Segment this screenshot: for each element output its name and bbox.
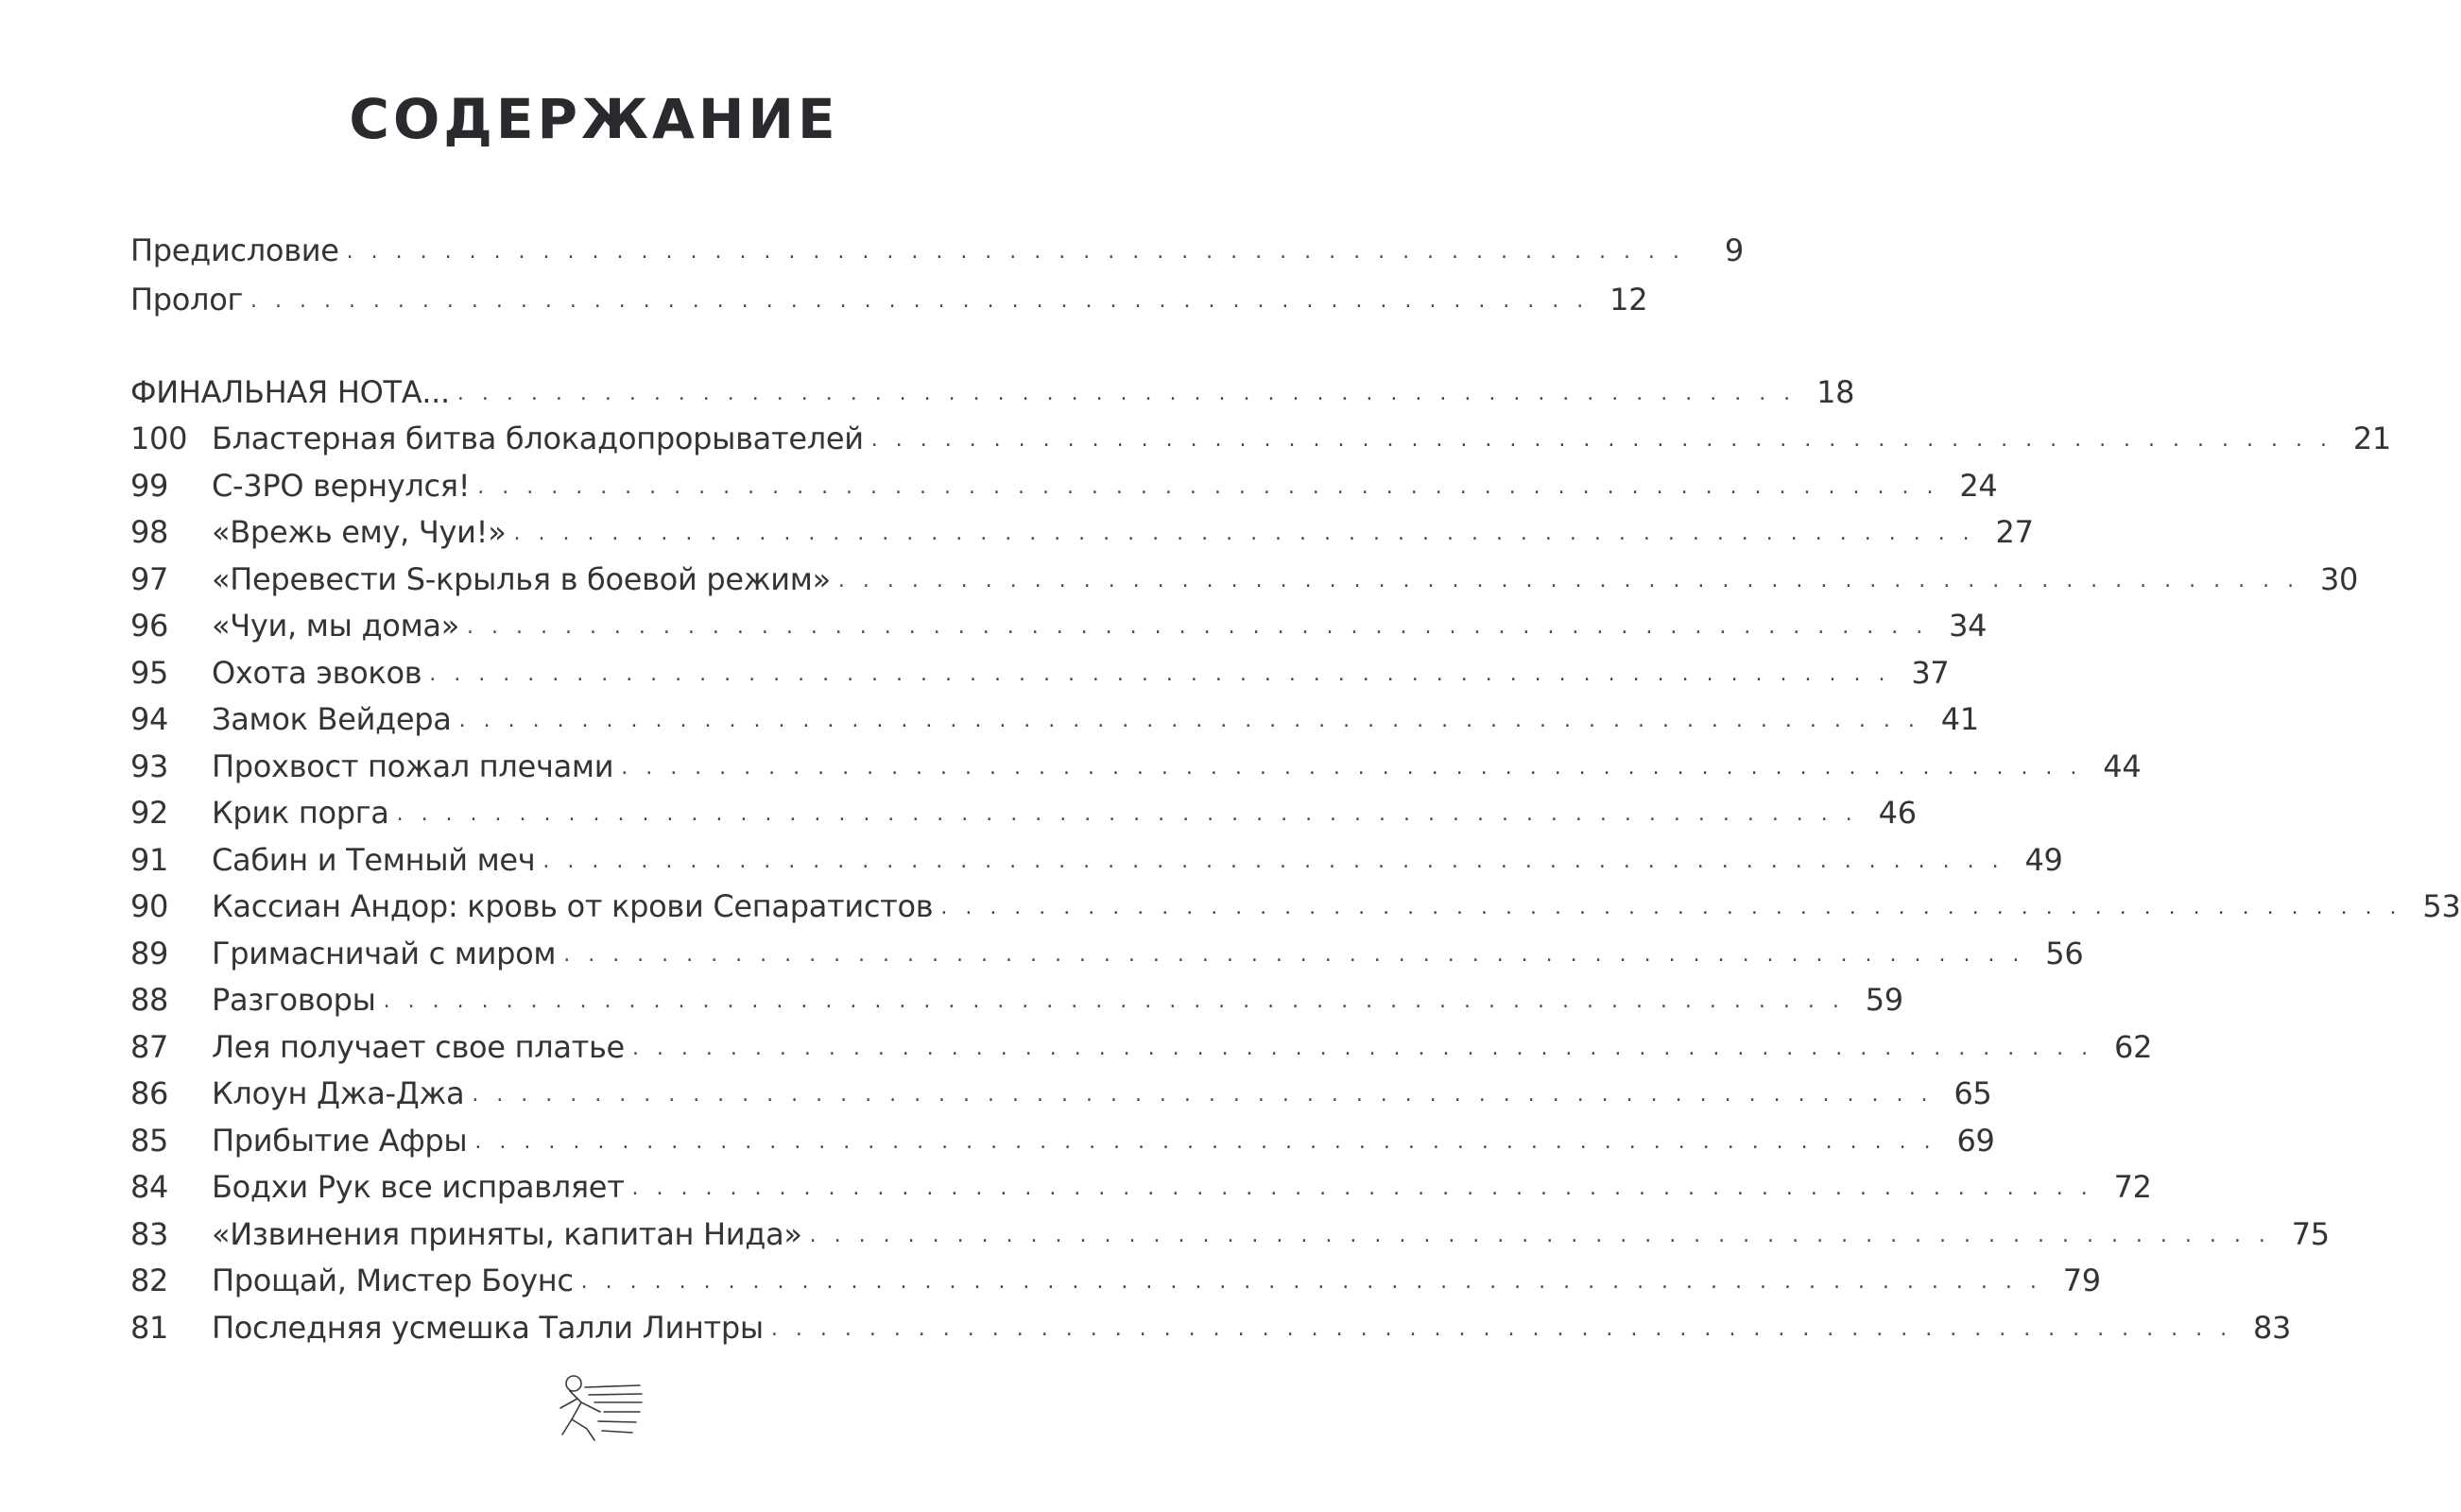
toc-page-number: 49 xyxy=(2024,841,2063,878)
dot-leader: . . . . . . . . . . . . . . . . . . . . . . . . . . . . . . . . . . . . . . . . . . . . . . . . . . . . . . . . . . . . xyxy=(621,755,2083,780)
toc-entry-title: Замок Вейдера xyxy=(212,701,452,737)
toc-row[interactable] xyxy=(130,785,1917,833)
toc-entry-title: С-3РО вернулся! xyxy=(212,467,471,504)
toc-page-number: 27 xyxy=(1995,514,2034,550)
toc-entry-title: «Перевести S-крылья в боевой режим» xyxy=(212,560,831,597)
dot-leader: . . . . . . . . . . . . . . . . . . . . . . . . . . . . . . . . . . . . . . . . . . . . . . . . . . . . . . . . . . . . xyxy=(474,1129,1936,1154)
toc-row[interactable] xyxy=(130,551,2359,598)
dot-leader: . . . . . . . . . . . . . . . . . . . . . . . . . . . . . . . . . . . . . . . . . . . . . . . . . . . . . . . . . . . . xyxy=(458,709,1920,732)
toc-row[interactable] xyxy=(130,925,2084,972)
toc-page-number: 83 xyxy=(2252,1309,2292,1346)
toc-row[interactable] xyxy=(130,457,1998,505)
toc-entry-title: «Извинения приняты, капитан Нида» xyxy=(212,1215,802,1252)
toc-page-number: 41 xyxy=(1940,701,1979,737)
chapter-number: 85 xyxy=(130,1122,169,1159)
toc-page-number: 75 xyxy=(2291,1215,2330,1252)
toc-entry-title: Прощай, Мистер Боунс xyxy=(212,1263,574,1298)
dot-leader: . . . . . . . . . . . . . . . . . . . . . . . . . . . . . . . . . . . . . . . . . . . . . . . . . . . . . . . . . . . . xyxy=(837,568,2300,593)
toc-row[interactable] xyxy=(130,1019,2153,1066)
dot-leader: . . . . . . . . . . . . . . . . . . . . . . . . . . . . . . . . . . . . . . . . . . . . . . . . . . . . . . . . . . . . xyxy=(563,942,2025,967)
chapter-number: 93 xyxy=(130,747,169,784)
chapter-number: 100 xyxy=(130,421,188,456)
toc-entry-title: Предисловие xyxy=(130,232,339,268)
toc-row[interactable] xyxy=(130,1206,2330,1253)
dot-leader: . . . . . . . . . . . . . . . . . . . . . . . . . . . . . . . . . . . . . . . . . . . . . . . . . . . . . . . . . . . . xyxy=(631,1036,2094,1060)
chapter-number: 84 xyxy=(130,1169,169,1205)
toc-row-prologue[interactable] xyxy=(130,269,1648,318)
chapter-number: 81 xyxy=(130,1309,169,1346)
toc-entry-title: Бодхи Рук все исправляет xyxy=(212,1169,625,1205)
toc-entry-title: Сабин и Темный меч xyxy=(212,841,536,878)
toc-entry-title: Гримасничай с миром xyxy=(212,935,557,971)
toc-row[interactable] xyxy=(130,972,1903,1020)
chapter-number: 96 xyxy=(130,608,169,644)
toc-entry-title: Крик порга xyxy=(212,795,389,831)
toc-row[interactable] xyxy=(130,1253,2101,1300)
chapter-number: 89 xyxy=(130,935,169,971)
dot-leader: . . . . . . . . . . . . . . . . . . . . . . . . . . . . . . . . . . . . . . . . . . . . . . . . . . . . . . . xyxy=(250,289,1590,313)
dot-leader: . . . . . . . . . . . . . . . . . . . . . . . . . . . . . . . . . . . . . . . . . . . . . . . . . . . . . . . . . . . . xyxy=(513,522,1975,545)
chapter-number: 86 xyxy=(130,1075,169,1111)
toc-page-number: 37 xyxy=(1911,654,1950,691)
dot-leader: . . . . . . . . . . . . . . . . . . . . . . . . . . . . . . . . . . . . . . . . . . . . . . . . . . . . . . . . . . . . xyxy=(870,428,2332,452)
toc-page-number: 56 xyxy=(2045,935,2084,971)
toc-row[interactable] xyxy=(130,598,1988,645)
toc-page-number: 30 xyxy=(2319,560,2359,597)
page-title: СОДЕРЖАНИЕ xyxy=(349,86,839,151)
chapter-number: 82 xyxy=(130,1263,169,1298)
toc-entry-title: Пролог xyxy=(130,282,243,318)
dot-leader: . . . . . . . . . . . . . . . . . . . . . . . . . . . . . . . . . . . . . . . . . . . . . . . . . . . . . . . . . . . . xyxy=(477,474,1939,499)
toc-entry-title: Кассиан Андор: кровь от крови Сепаратистов xyxy=(212,888,934,924)
toc-row[interactable] xyxy=(130,411,2391,458)
toc-row[interactable] xyxy=(130,1299,2292,1347)
chapter-number: 95 xyxy=(130,654,169,691)
toc-entry-title: Клоун Джа-Джа xyxy=(212,1075,465,1111)
toc-entry-title: Последняя усмешка Талли Линтры xyxy=(212,1309,764,1346)
toc-page-number: 34 xyxy=(1949,608,1988,644)
chapter-number: 83 xyxy=(130,1215,169,1252)
dot-leader: . . . . . . . . . . . . . . . . . . . . . . . . . . . . . . . . . . . . . . . . . . . . . . . . . . . . . . . . . . . . xyxy=(429,662,1891,686)
toc-row[interactable] xyxy=(130,692,1979,739)
dot-leader: . . . . . . . . . . . . . . . . . . . . . . . . . . . . . . . . . . . . . . . . . . . . . . . . . . . . . . . xyxy=(456,381,1797,405)
toc-entry-title: Прибытие Афры xyxy=(212,1122,468,1159)
toc-row-preface[interactable] xyxy=(130,220,1744,269)
dot-leader: . . . . . . . . . . . . . . . . . . . . . . . . . . . . . . . . . . . . . . . . . . . . . . . . . . . . . . . . . . . . xyxy=(472,1083,1934,1107)
toc-entry-title: Разговоры xyxy=(212,982,376,1018)
chapter-number: 94 xyxy=(130,701,169,737)
toc-page-number: 24 xyxy=(1959,467,1998,504)
toc-entry-title: Охота эвоков xyxy=(212,654,422,691)
dot-leader: . . . . . . . . . . . . . . . . . . . . . . . . . . . . . . . . . . . . . . . . . . . . . . . . . . . . . . . . . . . . xyxy=(940,896,2402,919)
toc-page-number: 65 xyxy=(1953,1075,1992,1111)
dot-leader: . . . . . . . . . . . . . . . . . . . . . . . . . . . . . . . . . . . . . . . . . . . . . . . . . . . . . . . . . . . . xyxy=(542,849,2005,873)
toc-page-number: 44 xyxy=(2103,747,2142,784)
toc-row[interactable] xyxy=(130,1066,1992,1113)
toc-entry-title: «Чуи, мы дома» xyxy=(212,608,460,644)
dot-leader: . . . . . . . . . . . . . . . . . . . . . . . . . . . . . . . . . . . . . . . . . . . . . . . . . . . . . . . xyxy=(346,240,1685,264)
dot-leader: . . . . . . . . . . . . . . . . . . . . . . . . . . . . . . . . . . . . . . . . . . . . . . . . . . . . . . . . . . . . xyxy=(580,1270,2042,1294)
toc-page-number: 59 xyxy=(1865,982,1903,1018)
dot-leader: . . . . . . . . . . . . . . . . . . . . . . . . . . . . . . . . . . . . . . . . . . . . . . . . . . . . . . . . . . . . xyxy=(383,989,1845,1013)
dot-leader: . . . . . . . . . . . . . . . . . . . . . . . . . . . . . . . . . . . . . . . . . . . . . . . . . . . . . . . . . . . . xyxy=(467,615,1929,639)
chapter-number: 88 xyxy=(130,982,169,1018)
toc-page-number: 79 xyxy=(2062,1263,2101,1298)
chapter-number: 87 xyxy=(130,1028,169,1065)
toc-page-number: 46 xyxy=(1878,795,1917,831)
toc-front-matter xyxy=(130,220,1744,318)
toc-entry-title: Бластерная битва блокадопрорывателей xyxy=(212,421,864,456)
chapter-number: 99 xyxy=(130,467,169,504)
toc-entry-title: «Врежь ему, Чуи!» xyxy=(212,514,507,550)
toc-section xyxy=(130,364,2461,1347)
toc-entry-list xyxy=(130,411,2461,1347)
toc-entry-title: Лея получает свое платье xyxy=(212,1028,625,1065)
toc-row[interactable] xyxy=(130,879,2461,926)
chapter-number: 98 xyxy=(130,514,169,550)
section-heading: ФИНАЛЬНАЯ НОТА... xyxy=(130,373,450,410)
dot-leader: . . . . . . . . . . . . . . . . . . . . . . . . . . . . . . . . . . . . . . . . . . . . . . . . . . . . . . . . . . . . xyxy=(809,1223,2271,1247)
toc-row[interactable] xyxy=(130,505,2034,552)
chapter-number: 97 xyxy=(130,560,169,597)
toc-page-number: 72 xyxy=(2113,1169,2152,1205)
toc-page-number: 21 xyxy=(2352,421,2391,456)
toc-page-number: 69 xyxy=(1956,1122,1995,1159)
toc-row-section-heading[interactable] xyxy=(130,364,1855,411)
toc-page-number: 9 xyxy=(1724,232,1744,268)
toc-row[interactable] xyxy=(130,832,2063,879)
toc-row[interactable] xyxy=(130,644,1950,692)
toc-row[interactable] xyxy=(130,738,2142,785)
dot-leader: . . . . . . . . . . . . . . . . . . . . . . . . . . . . . . . . . . . . . . . . . . . . . . . . . . . . . . . . . . . . xyxy=(631,1177,2093,1200)
chapter-number: 92 xyxy=(130,795,169,831)
toc-page-number: 62 xyxy=(2114,1028,2153,1065)
running-figure-icon xyxy=(553,1370,647,1446)
dot-leader: . . . . . . . . . . . . . . . . . . . . . . . . . . . . . . . . . . . . . . . . . . . . . . . . . . . . . . . . . . . . xyxy=(396,802,1858,826)
toc-page-number: 53 xyxy=(2422,888,2461,924)
toc-row[interactable] xyxy=(130,1112,1995,1160)
toc-page-number: 18 xyxy=(1816,373,1855,410)
toc-row[interactable] xyxy=(130,1160,2152,1207)
chapter-number: 90 xyxy=(130,888,169,924)
toc-entry-title: Прохвост пожал плечами xyxy=(212,747,614,784)
chapter-number: 91 xyxy=(130,841,169,878)
toc-page-number: 12 xyxy=(1609,282,1648,318)
dot-leader: . . . . . . . . . . . . . . . . . . . . . . . . . . . . . . . . . . . . . . . . . . . . . . . . . . . . . . . . . . . . xyxy=(770,1316,2233,1341)
